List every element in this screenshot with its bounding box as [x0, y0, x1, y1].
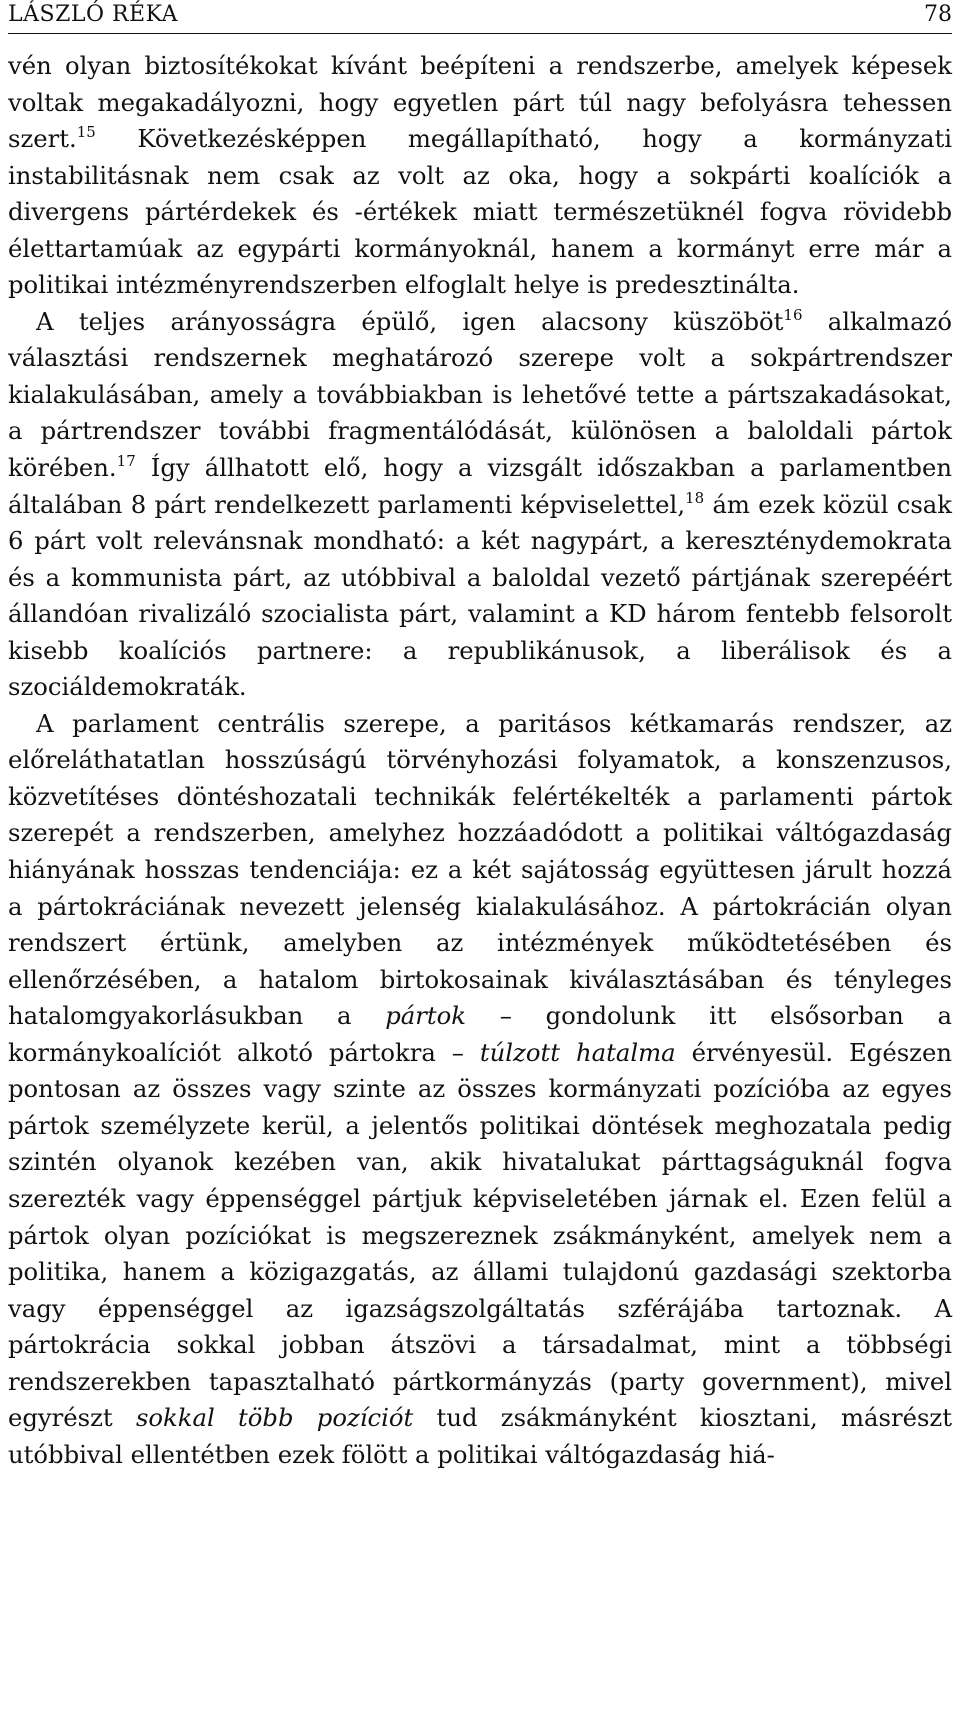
document-page [8, 0, 952, 1729]
paragraph-3-text-4: tud zsákmányként kiosztani, másrészt utóbbival ellentétben ezek fölött a politikai váltógazdaság hiá- [8, 1403, 952, 1469]
paragraph-2-text-3: Így állhatott elő, hogy a vizsgált időszakban a parlamentben általában 8 párt rendelkezett parlamenti képviselettel, [8, 453, 952, 519]
body-text [8, 48, 952, 1473]
paragraph-2-text-1: A teljes arányosságra épülő, igen alacsony küszöböt [36, 306, 784, 336]
header-author: LÁSZLÓ RÉKA [8, 2, 179, 27]
footnote-ref-16: 16 [783, 305, 803, 324]
paragraph-2-text-2: alkalmazó választási rendszernek meghatározó szerepe volt a sokpártrendszer kialakulásában, amely a továbbiakban is lehetővé tette a pártszakadásokat, a pártrendszer további fragmentálódását, különösen a baloldali pártok körében. [8, 306, 952, 483]
paragraph-3-text-2: – gondolunk itt elsősorban a kormánykoalíciót alkotó pártokra – [8, 1001, 952, 1067]
running-header [8, 0, 952, 34]
emphasis-sokkal-tobb-poziciot: sokkal több pozíciót [135, 1403, 414, 1433]
paragraph-1 [8, 48, 952, 304]
paragraph-3-text-3: érvényesül. Egészen pontosan az összes vagy szinte az összes kormányzati pozícióba az egyes pártok személyzete kerül, a jelentős politikai döntések meghozatala pedig szintén olyanok kezében van, akik hivatalukat párttagságuknál fogva szerezték vagy éppenséggel pártjuk képviseletében járnak el. Ezen felül a pártok olyan pozíciókat is megszereznek zsákmányként, amelyek nem a politika, hanem a közigazgatás, az állami tulajdonú gazdasági szektorba vagy éppenséggel az igazságszolgáltatás szférájába tartoznak. A pártokrácia sokkal jobban átszövi a társadalmat, mint a többségi rendszerekben tapasztalható pártkormányzás (party government), mivel egyrészt [8, 1037, 953, 1433]
footnote-ref-17: 17 [116, 452, 136, 471]
page-number: 78 [924, 2, 952, 27]
paragraph-2-text-4: ám ezek közül csak 6 párt volt relevánsnak mondható: a két nagypárt, a kereszténydemokrata és a kommunista párt, az utóbbival a baloldal vezető pártjának szerepéért állandóan rivalizáló szocialista párt, valamint a KD három fentebb felsorolt kisebb koalíciós partnere: a republikánusok, a liberálisok és a szociáldemokraták. [8, 489, 953, 702]
paragraph-3-text-1: A parlament centrális szerepe, a paritásos kétkamarás rendszer, az előreláthatatlan hosszúságú törvényhozási folyamatok, a konszenzusos, közvetítéses döntéshozatali technikák felértékelték a parlamenti pártok szerepét a rendszerben, amelyhez hozzáadódott a politikai váltógazdaság hiányának hosszas tendenciája: ez a két sajátosság együttesen járult hozzá a pártokráciának nevezett jelenség kialakulásához. A pártokrácián olyan rendszert értünk, amelyben az intézmények működtetésében és ellenőrzésében, a hatalom birtokosainak kiválasztásában és tényleges hatalomgyakorlásukban a [8, 708, 952, 1031]
footnote-ref-18: 18 [685, 488, 705, 507]
emphasis-partok: pártok [385, 1001, 467, 1031]
emphasis-tulzott-hatalma: túlzott hatalma [479, 1037, 676, 1067]
paragraph-1-text-2: Következésképpen megállapítható, hogy a kormányzati instabilitásnak nem csak az volt az oka, hogy a sokpárti koalíciók a divergens pártérdekek és -értékek miatt természetüknél fogva rövidebb élettartamúak az egypárti kormányoknál, hanem a kormányt erre már a politikai intézményrendszerben elfoglalt helye is predesztinálta. [8, 124, 952, 300]
footnote-ref-15: 15 [76, 123, 96, 142]
paragraph-2 [8, 304, 952, 706]
paragraph-3 [8, 706, 952, 1473]
paragraph-1-text-1: vén olyan biztosítékokat kívánt beépíteni a rendszerbe, amelyek képesek voltak megakadályozni, hogy egyetlen párt túl nagy befolyásra tehessen szert. [8, 51, 952, 154]
